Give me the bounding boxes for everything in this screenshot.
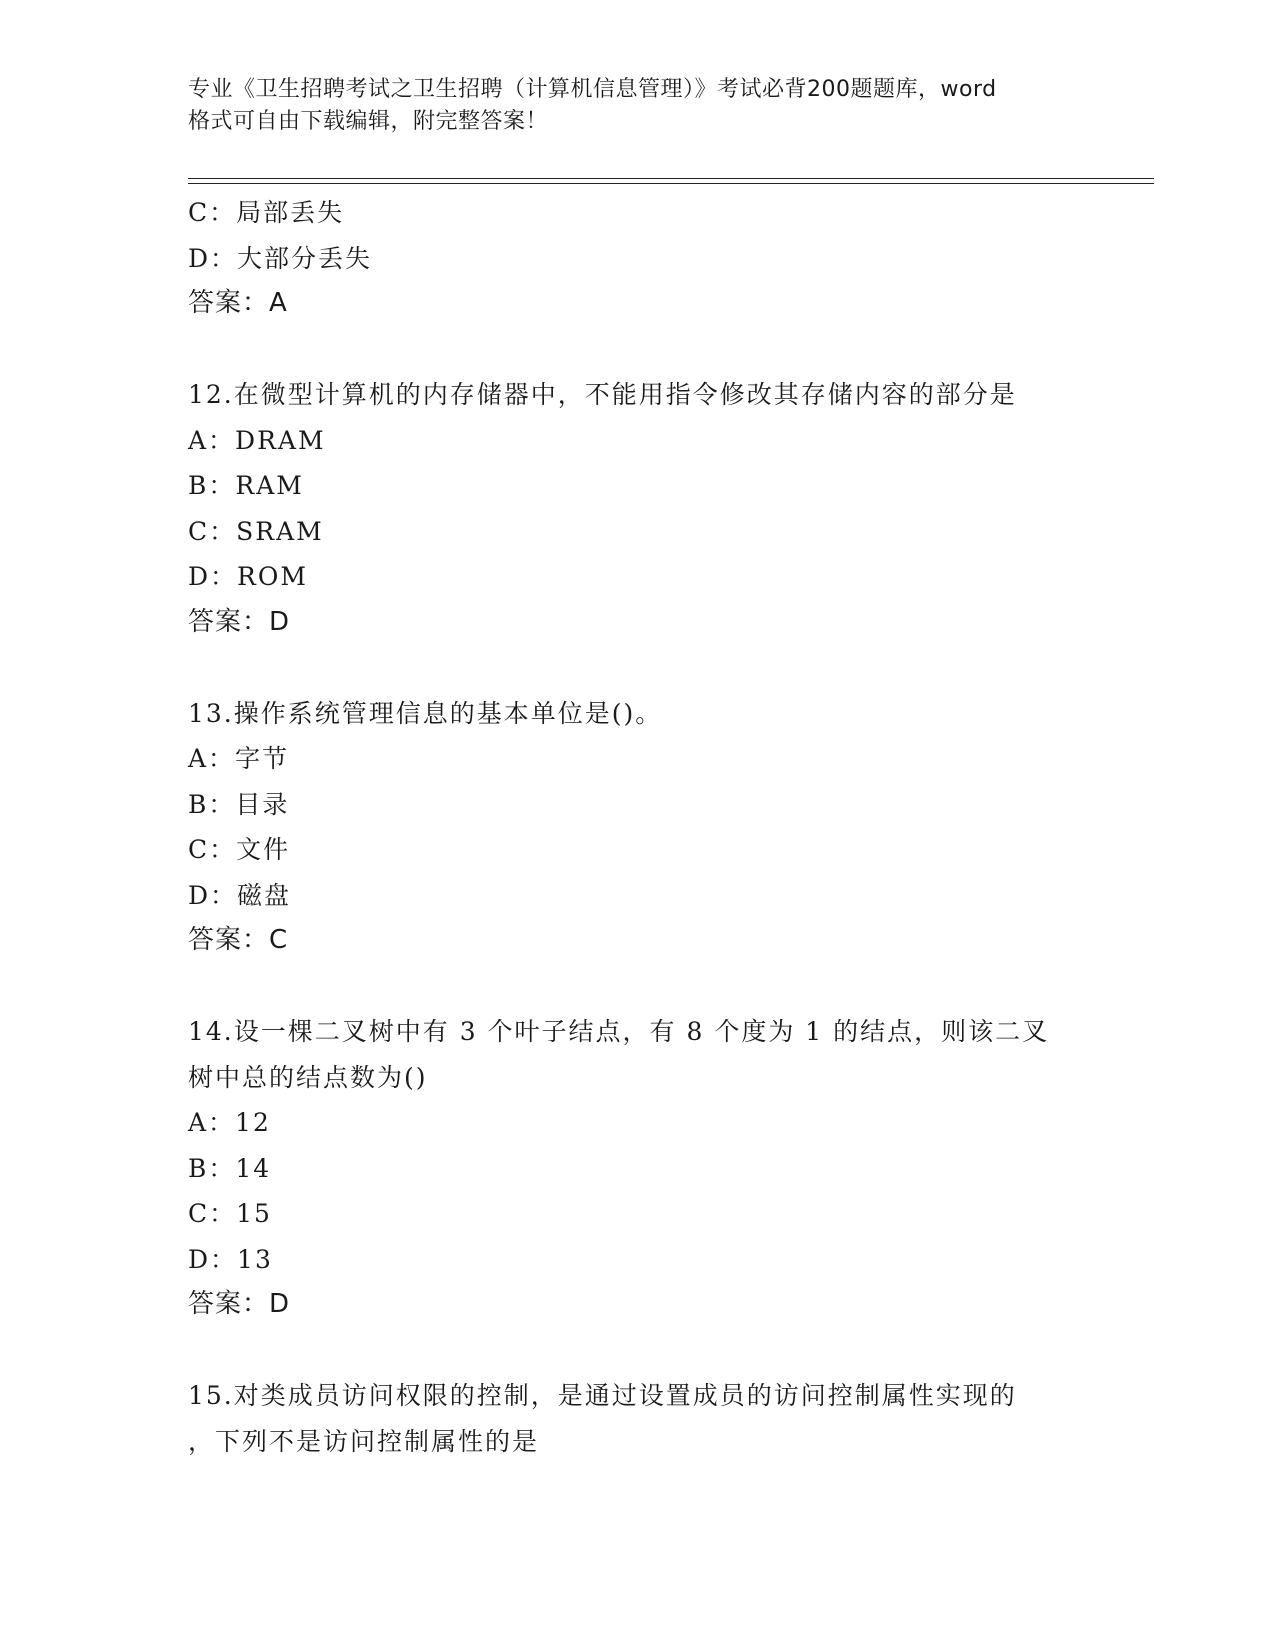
option-c: C：15 bbox=[188, 1199, 272, 1228]
question-stem-line-1: 15.对类成员访问权限的控制，是通过设置成员的访问控制属性实现的 bbox=[188, 1381, 1017, 1410]
header-line-2: 格式可自由下载编辑，附完整答案！ bbox=[188, 109, 549, 134]
question-13 bbox=[188, 691, 1088, 964]
header-line-1: 专业《卫生招聘考试之卫生招聘（计算机信息管理）》考试必背200题题库，word bbox=[188, 77, 997, 102]
option-d: D：磁盘 bbox=[188, 880, 292, 910]
spacer bbox=[188, 964, 1088, 1010]
spacer bbox=[188, 645, 1088, 691]
question-12 bbox=[188, 372, 1088, 645]
option-c: C：SRAM bbox=[188, 516, 324, 546]
question-15 bbox=[188, 1373, 1088, 1464]
question-stem-line-1: 14.设一棵二叉树中有 3 个叶子结点，有 8 个度为 1 的结点，则该二叉 bbox=[188, 1017, 1050, 1046]
answer-line: 答案：C bbox=[188, 925, 289, 955]
question-stem-line-2: 树中总的结点数为() bbox=[188, 1062, 428, 1092]
option-a: A：字节 bbox=[188, 744, 290, 773]
question-11-tail bbox=[188, 190, 1088, 327]
option-b: B：14 bbox=[188, 1153, 272, 1183]
option-d: D：13 bbox=[188, 1244, 273, 1274]
spacer bbox=[188, 327, 1088, 373]
option-b: B：RAM bbox=[188, 471, 304, 500]
spacer bbox=[188, 1328, 1088, 1374]
answer-line: 答案：A bbox=[188, 288, 288, 318]
question-stem: 13.操作系统管理信息的基本单位是()。 bbox=[188, 698, 663, 728]
answer-line: 答案：D bbox=[188, 1289, 291, 1319]
option-a: A：DRAM bbox=[188, 425, 326, 455]
header-divider-bottom bbox=[188, 183, 1154, 184]
answer-line: 答案：D bbox=[188, 606, 291, 637]
document-header bbox=[188, 74, 1088, 138]
option-c: C：局部丢失 bbox=[188, 198, 345, 227]
question-list bbox=[188, 190, 1088, 1464]
header-divider-top bbox=[188, 178, 1154, 179]
option-a: A：12 bbox=[188, 1108, 271, 1137]
question-14 bbox=[188, 1009, 1088, 1328]
option-d: D：ROM bbox=[188, 562, 308, 591]
option-d: D：大部分丢失 bbox=[188, 243, 373, 273]
option-b: B：目录 bbox=[188, 789, 290, 819]
option-c: C：文件 bbox=[188, 835, 291, 864]
question-stem: 12.在微型计算机的内存储器中，不能用指令修改其存储内容的部分是 bbox=[188, 380, 1017, 409]
question-stem-line-2: ，下列不是访问控制属性的是 bbox=[188, 1426, 540, 1456]
